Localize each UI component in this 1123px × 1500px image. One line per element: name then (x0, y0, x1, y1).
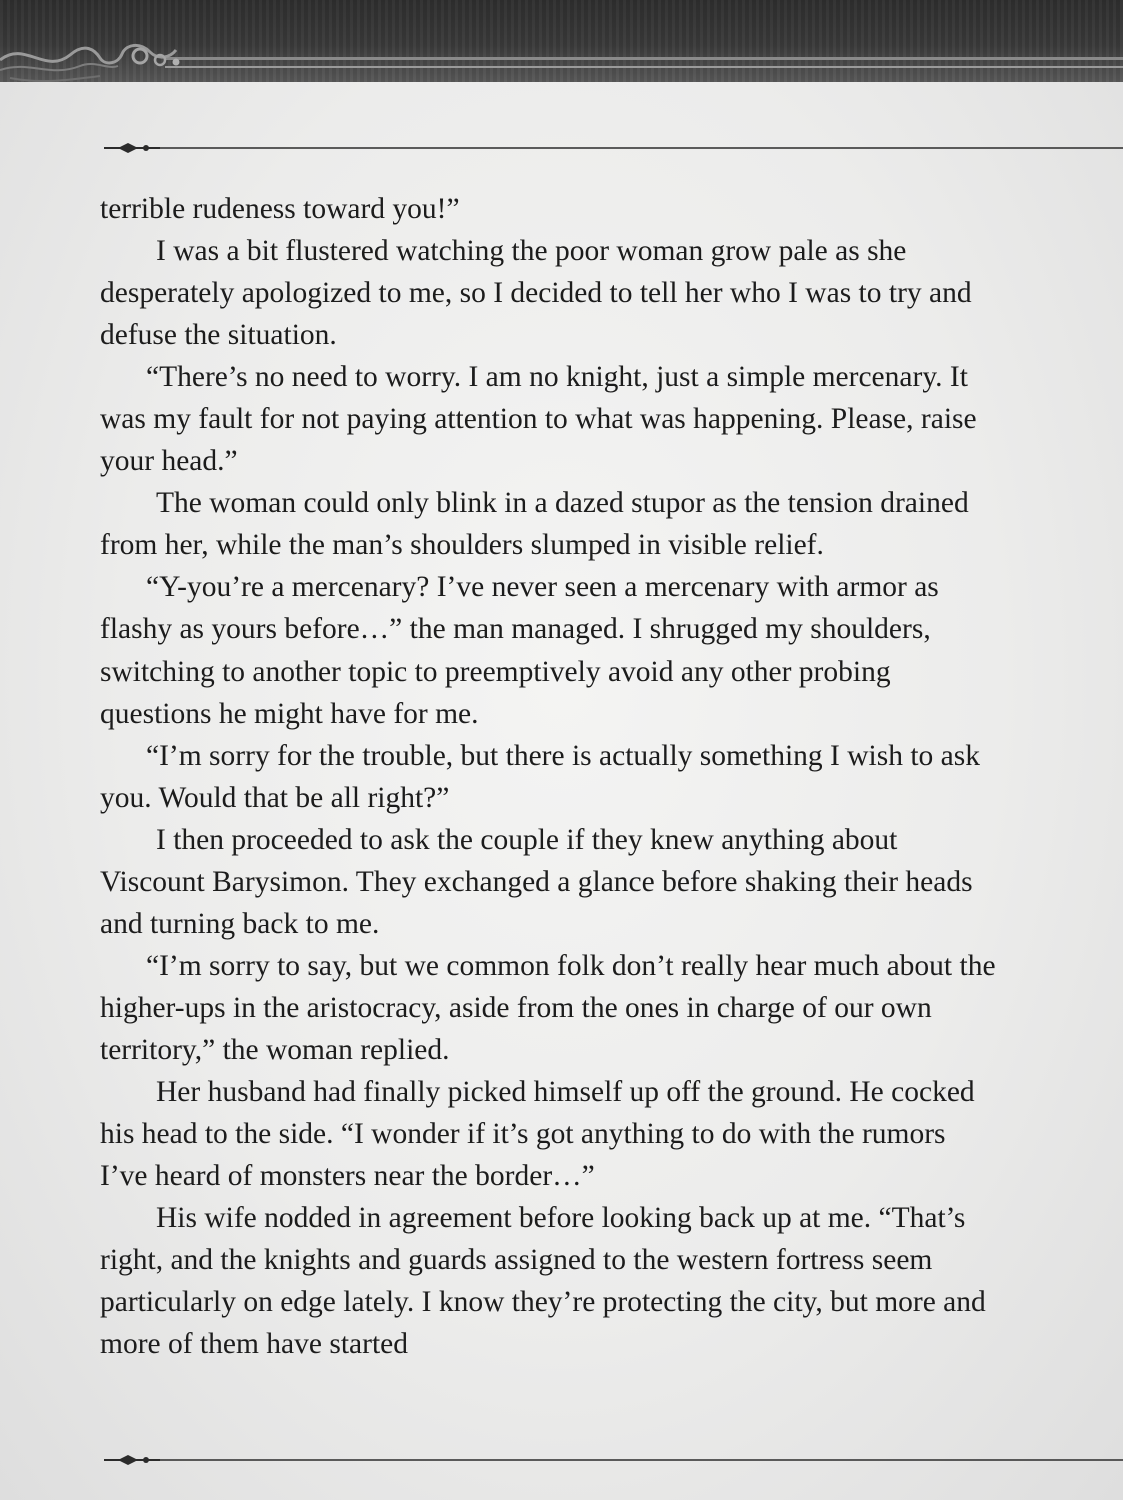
paragraph: Her husband had finally picked himself up off the ground. He cocked his head to the side. “I wonder if it’s got anything to do with the rumors I’ve heard of monsters near the border…” (100, 1075, 975, 1193)
paragraph: I was a bit flustered watching the poor woman grow pale as she desperately apologized to me, so I decided to tell her who I was to try and defuse the situation. (100, 235, 972, 352)
scroll-flourish-icon (0, 20, 200, 90)
banner-rule (165, 57, 1123, 60)
paragraph: The woman could only blink in a dazed stupor as the tension drained from her, while the man’s shoulders slumped in visible relief. (100, 487, 969, 562)
paragraph: I then proceeded to ask the couple if they knew anything about Viscount Barysimon. They exchanged a glance before shaking their heads and turning back to me. (100, 823, 973, 940)
paragraph: His wife nodded in agreement before looking back up at me. “That’s right, and the knights and guards assigned to the western fortress seem particularly on edge lately. I know they’re protecting the city, but more and more of them have started (100, 1202, 986, 1361)
top-divider (100, 132, 1123, 164)
banner-rule-thin (165, 66, 1123, 68)
paragraph: “There’s no need to worry. I am no knight, just a simple mercenary. It was my fault for not paying attention to what was happening. Please, raise your head.” (100, 361, 977, 478)
paragraph: terrible rudeness toward you!” (100, 193, 460, 225)
arrow-ornament-icon (104, 1455, 160, 1465)
paragraph: “Y-you’re a mercenary? I’ve never seen a mercenary with armor as flashy as yours before…” the man managed. I shrugged my shoulders, switching to another topic to preemptively avoid any other probing questions he might have for me. (100, 571, 939, 730)
arrow-ornament-icon (104, 143, 160, 153)
paragraph: “I’m sorry to say, but we common folk don’t really hear much about the higher-ups in the aristocracy, aside from the ones in charge of our own territory,” the woman replied. (100, 949, 996, 1066)
bottom-divider (100, 1444, 1123, 1476)
paragraph: “I’m sorry for the trouble, but there is actually something I wish to ask you. Would that be all right?” (100, 739, 980, 814)
body-text (100, 188, 1000, 1365)
